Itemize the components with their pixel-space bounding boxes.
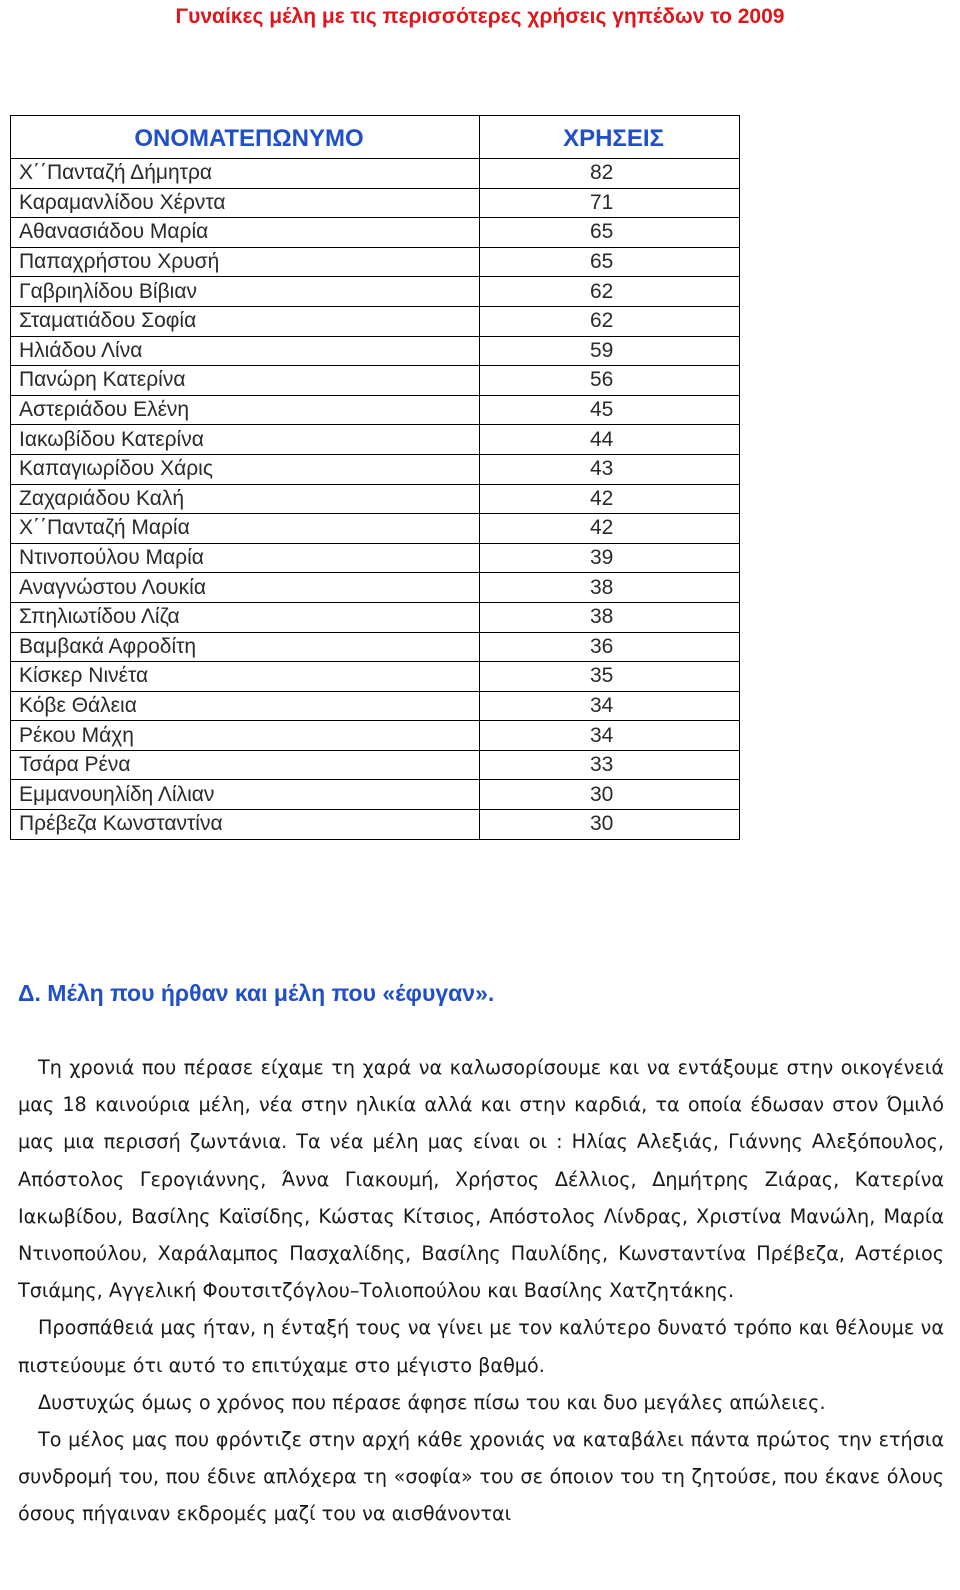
usage-table [10, 115, 740, 840]
member-name-cell: Αστεριάδου Ελένη [11, 395, 480, 425]
table-row [11, 454, 740, 484]
usage-count-cell: 38 [480, 602, 740, 632]
member-name-cell: Παπαχρήστου Χρυσή [11, 247, 480, 277]
usage-count-cell: 44 [480, 425, 740, 455]
table-row [11, 573, 740, 603]
table-row [11, 159, 740, 189]
column-header-name: ΟΝΟΜΑΤΕΠΩΝΥΜΟ [11, 116, 480, 159]
usage-count-cell: 65 [480, 218, 740, 248]
usage-count-cell: 62 [480, 277, 740, 307]
usage-count-cell: 42 [480, 514, 740, 544]
paragraph: Τη χρονιά που πέρασε είχαμε τη χαρά να καλωσορίσουμε και να εντάξουμε στην οικογένειά μας 18 καινούρια μέλη, νέα στην ηλικία αλλά και στην καρδιά, τα οποία έδωσαν στον Όμιλό μας μια περισσή ζωντάνια. Τα νέα μέλη μας είναι οι : Ηλίας Αλεξιάς, Γιάννης Αλεξόπουλος, Απόστολος Γερογιάννης, Άννα Γιακουμή, Χρήστος Δέλλιος, Δημήτρης Ζιάρας, Κατερίνα Ιακωβίδου, Βασίλης Καϊσίδης, Κώστας Κίτσιος, Απόστολος Λίνδρας, Χριστίνα Μανώλη, Μαρία Ντινοπούλου, Χαράλαμπος Πασχαλίδης, Βασίλης Παυλίδης, Κωνσταντίνα Πρέβεζα, Αστέριος Τσιάμης, Αγγελική Φουτσιτζόγλου–Τολιοπούλου και Βασίλης Χατζητάκης. [18, 1056, 944, 1303]
member-name-cell: Ντινοπούλου Μαρία [11, 543, 480, 573]
table-row [11, 277, 740, 307]
table-row [11, 425, 740, 455]
table-row [11, 602, 740, 632]
usage-count-cell: 43 [480, 454, 740, 484]
section-heading: Δ. Μέλη που ήρθαν και μέλη που «έφυγαν». [18, 980, 495, 1006]
table-row [11, 188, 740, 218]
table-row [11, 395, 740, 425]
paragraph: Προσπάθειά μας ήταν, η ένταξή τους να γίνει με τον καλύτερο δυνατό τρόπο και θέλουμε να πιστεύουμε ότι αυτό το επιτύχαμε στο μέγιστο βαθμό. [18, 1316, 944, 1377]
usage-count-cell: 35 [480, 662, 740, 692]
table-row [11, 543, 740, 573]
table-row [11, 336, 740, 366]
table-header-row [11, 116, 740, 159]
member-name-cell: Τσάρα Ρένα [11, 750, 480, 780]
usage-count-cell: 71 [480, 188, 740, 218]
member-name-cell: Γαβριηλίδου Βίβιαν [11, 277, 480, 307]
usage-count-cell: 45 [480, 395, 740, 425]
member-name-cell: Κόβε Θάλεια [11, 691, 480, 721]
member-name-cell: Ρέκου Μάχη [11, 721, 480, 751]
member-name-cell: Κίσκερ Νινέτα [11, 662, 480, 692]
member-name-cell: Βαμβακά Αφροδίτη [11, 632, 480, 662]
usage-count-cell: 30 [480, 810, 740, 840]
paragraph: Δυστυχώς όμως ο χρόνος που πέρασε άφησε πίσω του και δυο μεγάλες απώλειες. [38, 1390, 826, 1414]
table-row [11, 247, 740, 277]
table-row [11, 484, 740, 514]
table-row [11, 810, 740, 840]
table-body [11, 159, 740, 840]
usage-count-cell: 62 [480, 306, 740, 336]
member-name-cell: Σπηλιωτίδου Λίζα [11, 602, 480, 632]
table-row [11, 306, 740, 336]
member-name-cell: Καραμανλίδου Χέρντα [11, 188, 480, 218]
member-name-cell: Εμμανουηλίδη Λίλιαν [11, 780, 480, 810]
member-name-cell: Καπαγιωρίδου Χάρις [11, 454, 480, 484]
body-text [18, 1049, 944, 1533]
usage-count-cell: 36 [480, 632, 740, 662]
usage-count-cell: 39 [480, 543, 740, 573]
member-name-cell: Χ΄΄Πανταζή Μαρία [11, 514, 480, 544]
member-name-cell: Ζαχαριάδου Καλή [11, 484, 480, 514]
usage-count-cell: 42 [480, 484, 740, 514]
table-row [11, 750, 740, 780]
usage-count-cell: 65 [480, 247, 740, 277]
usage-count-cell: 59 [480, 336, 740, 366]
table-row [11, 662, 740, 692]
table-row [11, 780, 740, 810]
document-title: Γυναίκες μέλη με τις περισσότερες χρήσεις γηπέδων το 2009 [175, 5, 785, 28]
usage-count-cell: 30 [480, 780, 740, 810]
member-name-cell: Χ΄΄Πανταζή Δήμητρα [11, 159, 480, 189]
member-name-cell: Πρέβεζα Κωνσταντίνα [11, 810, 480, 840]
usage-count-cell: 56 [480, 366, 740, 396]
member-name-cell: Αναγνώστου Λουκία [11, 573, 480, 603]
column-header-usage: ΧΡΗΣΕΙΣ [480, 116, 740, 159]
member-name-cell: Αθανασιάδου Μαρία [11, 218, 480, 248]
member-name-cell: Πανώρη Κατερίνα [11, 366, 480, 396]
usage-count-cell: 82 [480, 159, 740, 189]
table-row [11, 691, 740, 721]
usage-count-cell: 34 [480, 721, 740, 751]
paragraph: Το μέλος μας που φρόντιζε στην αρχή κάθε χρονιάς να καταβάλει πάντα πρώτος την ετήσια συνδρομή του, που έδινε απλόχερα τη «σοφία» του σε όποιον του τη ζητούσε, που έκανε όλους όσους πήγαιναν εκδρομές μαζί του να αισθάνονται [18, 1428, 944, 1526]
member-name-cell: Ηλιάδου Λίνα [11, 336, 480, 366]
table-row [11, 218, 740, 248]
usage-count-cell: 38 [480, 573, 740, 603]
table-row [11, 721, 740, 751]
usage-count-cell: 33 [480, 750, 740, 780]
table-row [11, 366, 740, 396]
table-row [11, 514, 740, 544]
member-name-cell: Σταματιάδου Σοφία [11, 306, 480, 336]
usage-count-cell: 34 [480, 691, 740, 721]
table-row [11, 632, 740, 662]
member-name-cell: Ιακωβίδου Κατερίνα [11, 425, 480, 455]
